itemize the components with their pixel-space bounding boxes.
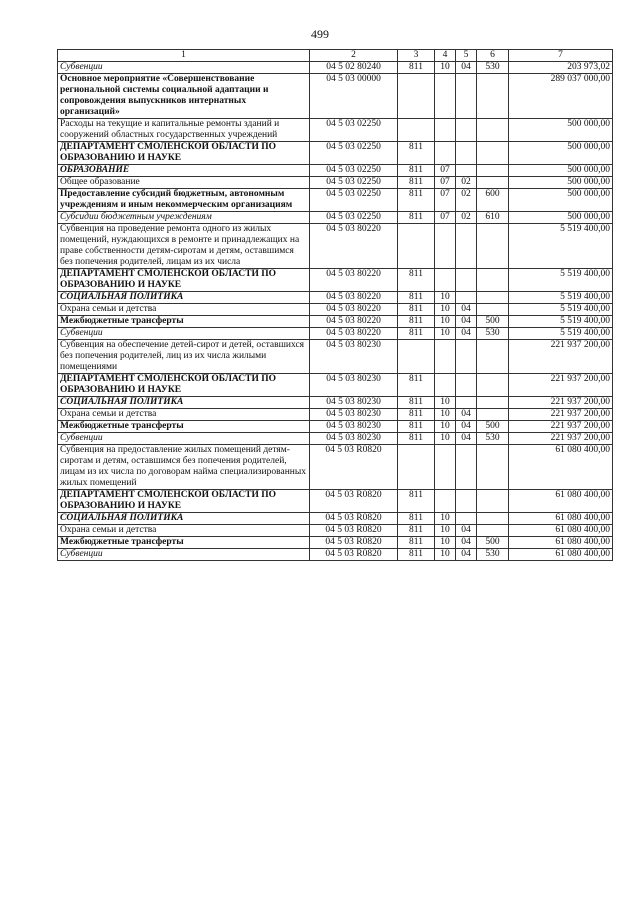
amount: 500 000,00 <box>509 177 613 189</box>
target-code: 04 5 03 80230 <box>310 397 398 409</box>
expense-type-code <box>477 445 509 490</box>
amount: 500 000,00 <box>509 119 613 142</box>
amount: 5 519 400,00 <box>509 224 613 269</box>
section-code: 10 <box>435 513 456 525</box>
subsection-code: 04 <box>456 537 477 549</box>
amount: 5 519 400,00 <box>509 316 613 328</box>
section-code <box>435 119 456 142</box>
subsection-code: 04 <box>456 421 477 433</box>
department-code: 811 <box>398 409 435 421</box>
table-row <box>58 316 613 328</box>
row-name: СОЦИАЛЬНАЯ ПОЛИТИКА <box>58 292 310 304</box>
row-name: Субвенции <box>58 62 310 74</box>
column-number: 6 <box>477 50 509 62</box>
table-row <box>58 421 613 433</box>
amount: 61 080 400,00 <box>509 490 613 513</box>
table-row <box>58 62 613 74</box>
department-code: 811 <box>398 142 435 165</box>
target-code: 04 5 03 80230 <box>310 433 398 445</box>
amount: 221 937 200,00 <box>509 409 613 421</box>
subsection-code: 04 <box>456 304 477 316</box>
table-row <box>58 269 613 292</box>
amount: 221 937 200,00 <box>509 340 613 374</box>
target-code: 04 5 03 02250 <box>310 165 398 177</box>
expense-type-code <box>477 409 509 421</box>
column-number: 1 <box>58 50 310 62</box>
department-code <box>398 445 435 490</box>
department-code <box>398 224 435 269</box>
expense-type-code: 500 <box>477 316 509 328</box>
department-code: 811 <box>398 537 435 549</box>
section-code <box>435 490 456 513</box>
target-code: 04 5 03 02250 <box>310 142 398 165</box>
subsection-code: 04 <box>456 316 477 328</box>
department-code: 811 <box>398 316 435 328</box>
subsection-code: 04 <box>456 62 477 74</box>
column-number: 7 <box>509 50 613 62</box>
target-code: 04 5 03 80230 <box>310 409 398 421</box>
expense-type-code <box>477 374 509 397</box>
subsection-code: 04 <box>456 433 477 445</box>
expense-type-code <box>477 119 509 142</box>
row-name: ДЕПАРТАМЕНТ СМОЛЕНСКОЙ ОБЛАСТИ ПО ОБРАЗОВАНИЮ И НАУКЕ <box>58 374 310 397</box>
amount: 500 000,00 <box>509 165 613 177</box>
expense-type-code: 530 <box>477 328 509 340</box>
target-code: 04 5 03 00000 <box>310 74 398 119</box>
target-code: 04 5 03 R0820 <box>310 549 398 561</box>
table-row <box>58 445 613 490</box>
section-code <box>435 374 456 397</box>
department-code: 811 <box>398 374 435 397</box>
department-code: 811 <box>398 421 435 433</box>
section-code <box>435 142 456 165</box>
subsection-code <box>456 269 477 292</box>
amount: 5 519 400,00 <box>509 304 613 316</box>
section-code: 10 <box>435 421 456 433</box>
section-code: 10 <box>435 62 456 74</box>
section-code <box>435 74 456 119</box>
target-code: 04 5 03 02250 <box>310 119 398 142</box>
table-row <box>58 513 613 525</box>
department-code: 811 <box>398 304 435 316</box>
amount: 61 080 400,00 <box>509 525 613 537</box>
row-name: Основное мероприятие «Совершенствование региональной системы социальной адаптации и сопровождения выпускников интернатных организаций» <box>58 74 310 119</box>
column-number: 4 <box>435 50 456 62</box>
amount: 221 937 200,00 <box>509 421 613 433</box>
target-code: 04 5 03 80230 <box>310 374 398 397</box>
subsection-code <box>456 292 477 304</box>
target-code: 04 5 03 R0820 <box>310 490 398 513</box>
amount: 203 973,02 <box>509 62 613 74</box>
row-name: Охрана семьи и детства <box>58 409 310 421</box>
subsection-code: 04 <box>456 549 477 561</box>
table-row <box>58 374 613 397</box>
table-row <box>58 74 613 119</box>
amount: 500 000,00 <box>509 212 613 224</box>
department-code: 811 <box>398 433 435 445</box>
section-code: 10 <box>435 433 456 445</box>
department-code <box>398 74 435 119</box>
target-code: 04 5 03 02250 <box>310 189 398 212</box>
table-row <box>58 165 613 177</box>
section-code: 10 <box>435 537 456 549</box>
amount: 61 080 400,00 <box>509 513 613 525</box>
expense-type-code: 500 <box>477 537 509 549</box>
row-name: Субвенции <box>58 433 310 445</box>
target-code: 04 5 03 80220 <box>310 304 398 316</box>
subsection-code: 02 <box>456 212 477 224</box>
section-code: 07 <box>435 212 456 224</box>
row-name: Субвенции <box>58 328 310 340</box>
row-name: Субвенция на проведение ремонта одного из жилых помещений, нуждающихся в ремонте и принадлежащих на праве собственности детям-сиротам и детям, оставшимся без попечения родителей, лицам из их числа <box>58 224 310 269</box>
subsection-code <box>456 74 477 119</box>
target-code: 04 5 03 80220 <box>310 224 398 269</box>
section-code: 10 <box>435 409 456 421</box>
expense-type-code: 610 <box>477 212 509 224</box>
table-row <box>58 490 613 513</box>
row-name: ДЕПАРТАМЕНТ СМОЛЕНСКОЙ ОБЛАСТИ ПО ОБРАЗОВАНИЮ И НАУКЕ <box>58 142 310 165</box>
expense-type-code <box>477 165 509 177</box>
expense-type-code: 500 <box>477 421 509 433</box>
target-code: 04 5 03 R0820 <box>310 445 398 490</box>
subsection-code: 04 <box>456 409 477 421</box>
section-code: 10 <box>435 304 456 316</box>
section-code: 10 <box>435 525 456 537</box>
table-row <box>58 292 613 304</box>
expense-type-code <box>477 304 509 316</box>
department-code: 811 <box>398 525 435 537</box>
expense-type-code: 530 <box>477 433 509 445</box>
target-code: 04 5 03 80220 <box>310 316 398 328</box>
target-code: 04 5 03 80220 <box>310 269 398 292</box>
table-row <box>58 189 613 212</box>
table-row <box>58 340 613 374</box>
subsection-code <box>456 490 477 513</box>
column-number: 2 <box>310 50 398 62</box>
expense-type-code <box>477 74 509 119</box>
row-name: Межбюджетные трансферты <box>58 316 310 328</box>
expense-type-code: 530 <box>477 62 509 74</box>
section-code: 10 <box>435 397 456 409</box>
budget-table-body <box>58 50 613 561</box>
department-code <box>398 119 435 142</box>
department-code: 811 <box>398 292 435 304</box>
table-row <box>58 142 613 165</box>
subsection-code: 02 <box>456 177 477 189</box>
target-code: 04 5 03 02250 <box>310 212 398 224</box>
expense-type-code <box>477 490 509 513</box>
table-row <box>58 177 613 189</box>
row-name: Субвенция на предоставление жилых помещений детям-сиротам и детям, оставшимся без попечения родителей, лицам из их числа по договорам найма специализированных жилых помещений <box>58 445 310 490</box>
expense-type-code: 600 <box>477 189 509 212</box>
row-name: Расходы на текущие и капитальные ремонты зданий и сооружений областных государственных учреждений <box>58 119 310 142</box>
amount: 221 937 200,00 <box>509 374 613 397</box>
section-code: 10 <box>435 328 456 340</box>
row-name: Межбюджетные трансферты <box>58 421 310 433</box>
expense-type-code <box>477 525 509 537</box>
target-code: 04 5 03 R0820 <box>310 525 398 537</box>
row-name: ДЕПАРТАМЕНТ СМОЛЕНСКОЙ ОБЛАСТИ ПО ОБРАЗОВАНИЮ И НАУКЕ <box>58 490 310 513</box>
table-row <box>58 549 613 561</box>
column-number-row <box>58 50 613 62</box>
target-code: 04 5 03 02250 <box>310 177 398 189</box>
table-row <box>58 409 613 421</box>
row-name: Межбюджетные трансферты <box>58 537 310 549</box>
expense-type-code <box>477 513 509 525</box>
department-code: 811 <box>398 165 435 177</box>
row-name: СОЦИАЛЬНАЯ ПОЛИТИКА <box>58 513 310 525</box>
section-code <box>435 340 456 374</box>
table-row <box>58 119 613 142</box>
department-code: 811 <box>398 269 435 292</box>
subsection-code <box>456 165 477 177</box>
department-code: 811 <box>398 513 435 525</box>
subsection-code <box>456 224 477 269</box>
expense-type-code <box>477 397 509 409</box>
table-row <box>58 328 613 340</box>
subsection-code <box>456 142 477 165</box>
row-name: Общее образование <box>58 177 310 189</box>
table-row <box>58 433 613 445</box>
amount: 61 080 400,00 <box>509 537 613 549</box>
column-number: 5 <box>456 50 477 62</box>
section-code: 07 <box>435 177 456 189</box>
expense-type-code <box>477 224 509 269</box>
section-code: 10 <box>435 292 456 304</box>
department-code: 811 <box>398 212 435 224</box>
row-name: Субвенция на обеспечение детей-сирот и детей, оставшихся без попечения родителей, лиц из их числа жилыми помещениями <box>58 340 310 374</box>
subsection-code <box>456 119 477 142</box>
target-code: 04 5 03 80230 <box>310 421 398 433</box>
table-row <box>58 397 613 409</box>
target-code: 04 5 03 R0820 <box>310 513 398 525</box>
department-code: 811 <box>398 62 435 74</box>
amount: 61 080 400,00 <box>509 549 613 561</box>
subsection-code: 04 <box>456 525 477 537</box>
table-row <box>58 537 613 549</box>
expense-type-code <box>477 269 509 292</box>
expense-type-code: 530 <box>477 549 509 561</box>
target-code: 04 5 03 80220 <box>310 292 398 304</box>
department-code <box>398 340 435 374</box>
table-row <box>58 304 613 316</box>
row-name: Предоставление субсидий бюджетным, автономным учреждениям и иным некоммерческим организациям <box>58 189 310 212</box>
row-name: Субсидии бюджетным учреждениям <box>58 212 310 224</box>
amount: 221 937 200,00 <box>509 397 613 409</box>
subsection-code <box>456 397 477 409</box>
row-name: ДЕПАРТАМЕНТ СМОЛЕНСКОЙ ОБЛАСТИ ПО ОБРАЗОВАНИЮ И НАУКЕ <box>58 269 310 292</box>
subsection-code <box>456 445 477 490</box>
table-row <box>58 224 613 269</box>
department-code: 811 <box>398 328 435 340</box>
target-code: 04 5 03 80220 <box>310 328 398 340</box>
page-number: 499 <box>311 27 329 41</box>
section-code: 07 <box>435 165 456 177</box>
section-code: 10 <box>435 549 456 561</box>
subsection-code: 02 <box>456 189 477 212</box>
target-code: 04 5 02 80240 <box>310 62 398 74</box>
subsection-code <box>456 513 477 525</box>
amount: 5 519 400,00 <box>509 328 613 340</box>
expense-type-code <box>477 142 509 165</box>
amount: 500 000,00 <box>509 142 613 165</box>
subsection-code: 04 <box>456 328 477 340</box>
section-code <box>435 269 456 292</box>
expense-type-code <box>477 340 509 374</box>
amount: 61 080 400,00 <box>509 445 613 490</box>
department-code: 811 <box>398 490 435 513</box>
row-name: Субвенции <box>58 549 310 561</box>
department-code: 811 <box>398 397 435 409</box>
amount: 221 937 200,00 <box>509 433 613 445</box>
subsection-code <box>456 374 477 397</box>
amount: 500 000,00 <box>509 189 613 212</box>
budget-table <box>57 49 613 561</box>
target-code: 04 5 03 R0820 <box>310 537 398 549</box>
department-code: 811 <box>398 549 435 561</box>
section-code: 07 <box>435 189 456 212</box>
row-name: ОБРАЗОВАНИЕ <box>58 165 310 177</box>
amount: 5 519 400,00 <box>509 269 613 292</box>
section-code <box>435 224 456 269</box>
department-code: 811 <box>398 189 435 212</box>
department-code: 811 <box>398 177 435 189</box>
amount: 5 519 400,00 <box>509 292 613 304</box>
column-number: 3 <box>398 50 435 62</box>
row-name: СОЦИАЛЬНАЯ ПОЛИТИКА <box>58 397 310 409</box>
section-code: 10 <box>435 316 456 328</box>
amount: 289 037 000,00 <box>509 74 613 119</box>
expense-type-code <box>477 177 509 189</box>
section-code <box>435 445 456 490</box>
target-code: 04 5 03 80230 <box>310 340 398 374</box>
table-row <box>58 525 613 537</box>
table-row <box>58 212 613 224</box>
row-name: Охрана семьи и детства <box>58 525 310 537</box>
expense-type-code <box>477 292 509 304</box>
subsection-code <box>456 340 477 374</box>
row-name: Охрана семьи и детства <box>58 304 310 316</box>
